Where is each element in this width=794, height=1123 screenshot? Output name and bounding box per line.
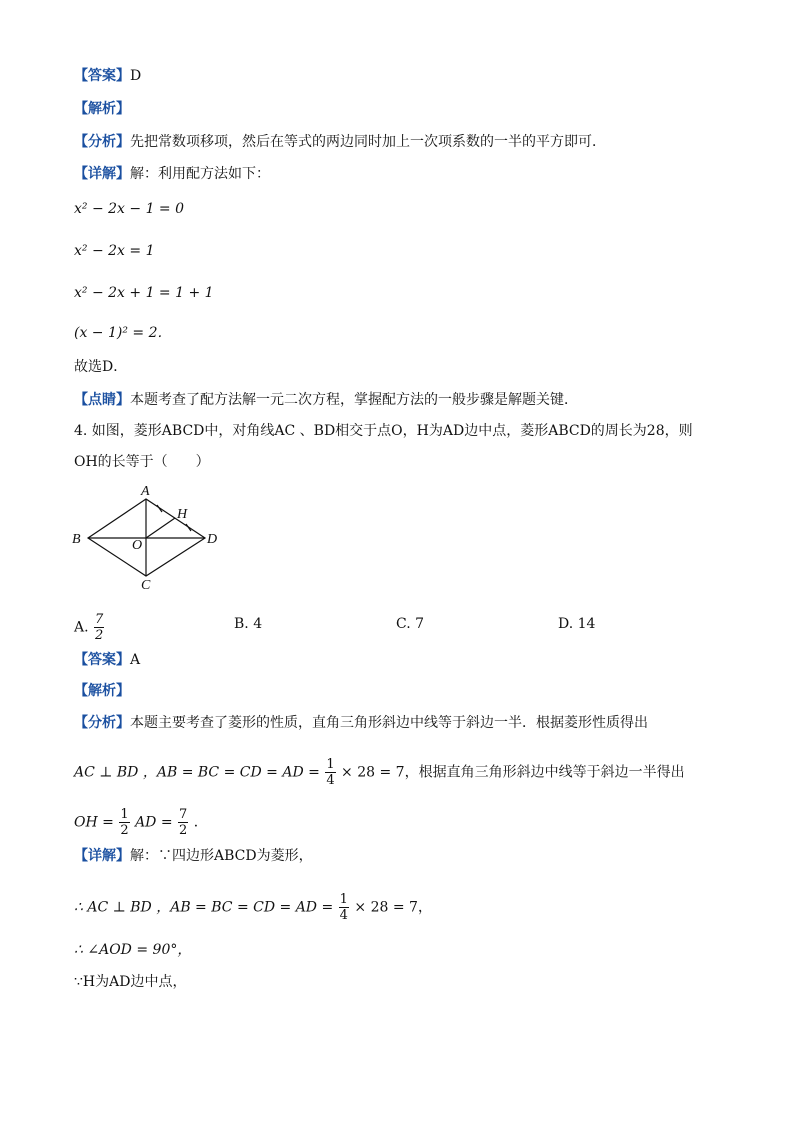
q4-answer-tag: 【答案】: [74, 652, 130, 668]
equation-4: (x − 1)² = 2．: [74, 325, 172, 341]
q4-step-1-b: × 28 = 7，根据直角三角形斜边中线等于斜边一半得出: [341, 764, 685, 781]
q4-fenxi-tag: 【分析】: [74, 715, 130, 731]
fraction-1-4-b-num: 1: [339, 892, 348, 907]
q4-step-1-a: AC ⊥ BD ，AB = BC = CD = AD =: [74, 764, 320, 781]
q4-step-3-b: × 28 = 7，: [354, 899, 432, 916]
fraction-1-4: [325, 757, 335, 788]
q4-analysis-heading: [74, 681, 130, 701]
question-4-line-2: OH的长等于（ ）: [74, 454, 210, 470]
q4-step-3: [74, 892, 432, 923]
option-a: [74, 612, 105, 643]
option-d: D. 14: [558, 616, 596, 632]
fraction-1-2-den: 2: [120, 823, 129, 838]
label-a: A: [141, 484, 150, 499]
fraction-1-2: [119, 807, 129, 838]
fenxi-line: [74, 132, 606, 152]
detail-line: [74, 164, 270, 184]
q4-step-5: ∵H为AD边中点，: [74, 974, 187, 990]
fenxi-text: 先把常数项移项，然后在等式的两边同时加上一次项系数的一半的平方即可．: [130, 134, 606, 150]
fraction-1-4-b: [339, 892, 349, 923]
option-a-label: A.: [74, 619, 89, 636]
option-a-num: 7: [95, 612, 104, 627]
fraction-7-2: [178, 807, 188, 838]
q4-detail-tag: 【详解】: [74, 848, 130, 864]
fraction-1-4-num: 1: [326, 757, 335, 772]
q4-answer-line: [74, 650, 140, 670]
q4-step-1: [74, 757, 685, 788]
detail-tag: 【详解】: [74, 166, 130, 182]
detail-text: 解：利用配方法如下：: [130, 166, 270, 182]
q4-analysis-tag: 【解析】: [74, 683, 130, 699]
fraction-7-2-num: 7: [179, 807, 188, 822]
question-4-line-1: 4. 如图，菱形ABCD中，对角线AC 、BD相交于点O，H为AD边中点，菱形ABCD的周长为28，则: [74, 423, 693, 439]
fraction-1-4-b-den: 4: [339, 908, 348, 923]
analysis-heading: [74, 99, 130, 119]
answer-tag: 【答案】: [74, 68, 130, 84]
q4-fenxi-line: [74, 713, 648, 733]
option-a-den: 2: [95, 628, 104, 643]
comment-tag: 【点睛】: [74, 392, 130, 408]
answer-line: [74, 66, 141, 86]
q4-step-4: ∴ ∠AOD = 90°，: [74, 942, 192, 958]
option-a-fraction: [94, 612, 104, 643]
label-o: O: [132, 538, 143, 553]
rhombus-figure: [66, 480, 236, 592]
option-c: C. 7: [396, 616, 425, 632]
analysis-tag: 【解析】: [74, 101, 130, 117]
q4-detail-text: 解：∵四边形ABCD为菱形，: [130, 848, 313, 864]
fenxi-tag: 【分析】: [74, 134, 130, 150]
q4-answer-value: A: [130, 652, 141, 668]
equation-3: x² − 2x + 1 = 1 + 1: [74, 285, 214, 301]
equation-2: x² − 2x = 1: [74, 243, 155, 259]
label-b: B: [72, 532, 81, 547]
fraction-7-2-den: 2: [179, 823, 188, 838]
q4-step-2: [74, 807, 208, 838]
q4-step-2-a: OH =: [74, 814, 114, 831]
conclusion: 故选D．: [74, 359, 128, 375]
q4-step-3-a: ∴ AC ⊥ BD ，AB = BC = CD = AD =: [74, 899, 334, 916]
tick-mark-2: [186, 524, 191, 531]
fraction-1-4-den: 4: [326, 773, 335, 788]
label-d: D: [207, 532, 218, 547]
option-b: B. 4: [234, 616, 263, 632]
fraction-1-2-num: 1: [120, 807, 129, 822]
comment-text: 本题考查了配方法解一元二次方程，掌握配方法的一般步骤是解题关键．: [130, 392, 578, 408]
answer-value: D: [130, 68, 142, 84]
segment-oh: [146, 518, 175, 538]
q4-fenxi-text: 本题主要考查了菱形的性质，直角三角形斜边中线等于斜边一半．根据菱形性质得出: [130, 715, 648, 731]
label-c: C: [141, 578, 151, 592]
comment-line: [74, 390, 578, 410]
q4-step-2-c: ．: [193, 814, 208, 831]
q4-step-2-b: AD =: [135, 814, 173, 831]
q4-detail-line: [74, 846, 313, 866]
label-h: H: [177, 507, 188, 522]
equation-1: x² − 2x − 1 = 0: [74, 201, 185, 217]
